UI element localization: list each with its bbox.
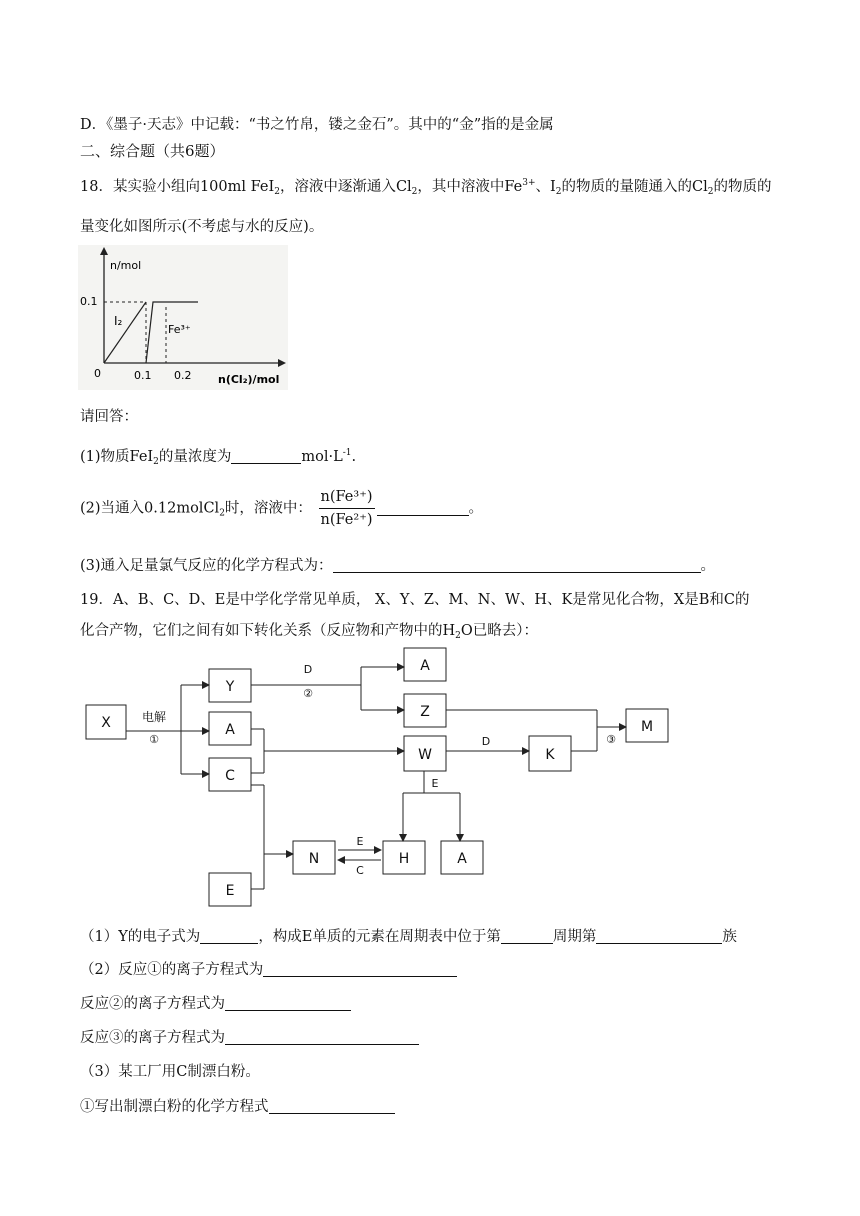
box-w-label: W (418, 747, 432, 763)
box-a1-label: A (225, 722, 235, 738)
label-c: C (356, 864, 364, 877)
box-a3-label: A (457, 851, 467, 867)
answer-blank-8[interactable] (225, 996, 351, 1011)
answer-blank-5[interactable] (501, 929, 553, 944)
label-step3: ③ (606, 733, 616, 746)
box-y-label: Y (225, 679, 235, 695)
q18-graph (78, 245, 288, 390)
series-label-i2: I₂ (114, 314, 123, 328)
series-label-fe3: Fe³⁺ (168, 323, 191, 336)
answer-blank-4[interactable] (200, 929, 258, 944)
answer-blank-10[interactable] (269, 1099, 395, 1114)
answer-blank-6[interactable] (596, 929, 722, 944)
q18-sub1: (1)物质FeI$_2$的量浓度为 $mol\cdot L^{-1}$. (80, 448, 357, 467)
label-d2: D (481, 735, 491, 748)
option-d: D．《墨子·天志》中记载：“书之竹帛，镂之金石”。其中的“金”指的是金属 (80, 117, 554, 133)
answer-blank-1[interactable] (231, 449, 301, 464)
section-title: 二、综合题（共6题） (80, 142, 225, 160)
q19-sub2: （2）反应①的离子方程式为 (80, 958, 457, 979)
answer-blank-9[interactable] (225, 1030, 419, 1045)
answer-blank-2[interactable] (377, 501, 469, 516)
box-k-label: K (545, 747, 555, 763)
flowchart (80, 645, 680, 910)
label-e2: E (356, 835, 364, 848)
label-e1: E (431, 777, 439, 790)
q18-prompt: 请回答： (80, 409, 138, 425)
box-m-label: M (640, 719, 654, 735)
label-electrolysis: 电解 (141, 710, 167, 724)
q18-sub2: (2)当通入0.12molCl$_2$时，溶液中： $\frac{\text{n(Fe³⁺)}}{\text{n(Fe²⁺)}}$ 。 (80, 486, 483, 531)
graph-ylabel: n/mol (110, 259, 142, 272)
label-step1: ① (149, 733, 159, 746)
q19-sub3a: ①写出制漂白粉的化学方程式 (80, 1095, 395, 1116)
q19-sub1: （1）Y的电子式为 ，构成E单质的元素在周期表中位于第 周期第 族 (80, 929, 737, 945)
graph-xlabel: n(Cl₂)/mol (218, 373, 280, 386)
graph-origin: 0 (94, 367, 101, 380)
answer-blank-7[interactable] (263, 962, 457, 977)
q18-line1: 18．某实验小组向100ml FeI$_2$，溶液中逐渐通入$Cl_2$，其中溶液中$Fe^{3+}$、$I_2$的物质的量随通入的$Cl_2$的物质的 (80, 178, 772, 197)
box-c-label: C (225, 768, 235, 784)
box-h-label: H (398, 851, 410, 867)
q19-line2: 化合产物，它们之间有如下转化关系（反应物和产物中的$H_2O$已略去）： (80, 623, 539, 641)
graph-xtick-1: 0.1 (134, 369, 152, 382)
label-step2: ② (303, 687, 313, 700)
graph-xtick-2: 0.2 (174, 369, 192, 382)
box-x-label: X (101, 715, 111, 731)
fraction: $\frac{\text{n(Fe³⁺)}}{\text{n(Fe²⁺)}}$ (319, 486, 375, 531)
box-z-label: Z (420, 704, 430, 720)
q19-sub2b: 反应②的离子方程式为 (80, 992, 351, 1013)
box-n-label: N (308, 851, 320, 867)
q19-sub3: （3）某工厂用C制漂白粉。 (80, 1064, 260, 1080)
box-e-label: E (225, 883, 235, 899)
box-a2-label: A (420, 658, 430, 674)
label-d1: D (303, 663, 313, 676)
graph-ytick: 0.1 (80, 295, 98, 308)
answer-blank-3[interactable] (333, 558, 701, 573)
q19-line1: 19．A、B、C、D、E是中学化学常见单质， X、Y、Z、M、N、W、H、K是常见化合物，X是B和C的 (80, 592, 750, 608)
q18-line2: 量变化如图所示(不考虑与水的反应)。 (80, 219, 324, 235)
q19-sub2c: 反应③的离子方程式为 (80, 1026, 419, 1047)
q18-sub3: (3)通入足量氯气反应的化学方程式为： 。 (80, 558, 716, 574)
